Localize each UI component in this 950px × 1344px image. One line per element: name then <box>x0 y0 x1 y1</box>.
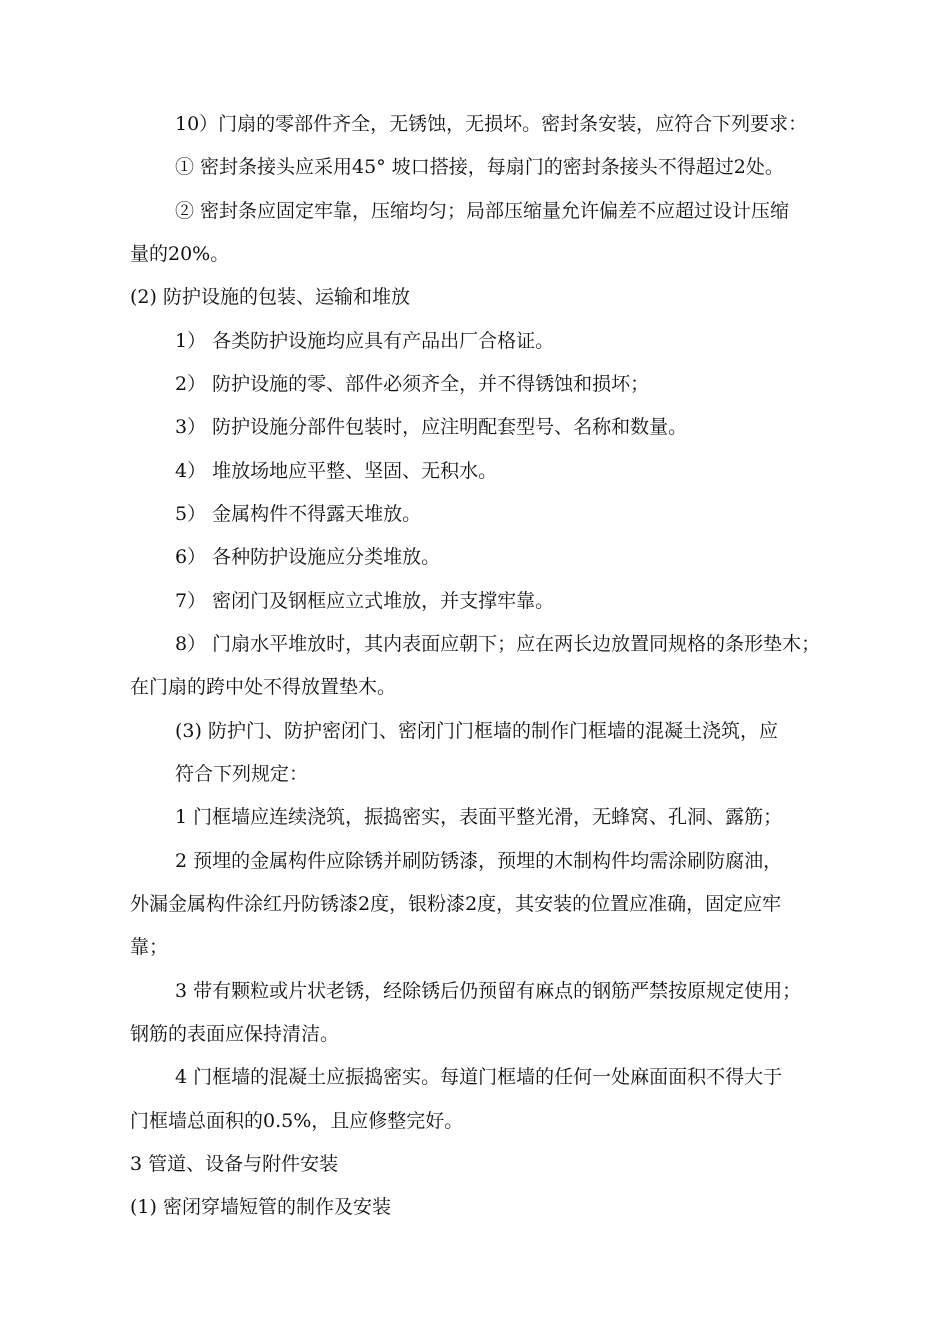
text-line: ① 密封条接头应采用45° 坡口搭接，每扇门的密封条接头不得超过2处。 <box>175 156 784 178</box>
section-heading: (3) 防护门、防护密闭门、密闭门门框墙的制作门框墙的混凝土浇筑，应 <box>175 720 778 742</box>
section-heading: (2) 防护设施的包装、运输和堆放 <box>130 286 410 308</box>
list-item: 8） 门扇水平堆放时，其内表面应朝下；应在两长边放置同规格的条形垫木； <box>175 633 821 655</box>
list-item: 3 带有颗粒或片状老锈，经除锈后仍预留有麻点的钢筋严禁按原规定使用； <box>175 980 802 1002</box>
section-heading: (1) 密闭穿墙短管的制作及安装 <box>130 1196 391 1218</box>
text-line: 10）门扇的零部件齐全，无锈蚀，无损坏。密封条安装，应符合下列要求： <box>175 113 808 135</box>
list-item: 6） 各种防护设施应分类堆放。 <box>175 546 441 568</box>
list-item: 7） 密闭门及钢框应立式堆放，并支撑牢靠。 <box>175 590 555 612</box>
text-line: ② 密封条应固定牢靠，压缩均匀；局部压缩量允许偏差不应超过设计压缩 <box>175 200 790 222</box>
text-line: 门框墙总面积的0.5%，且应修整完好。 <box>130 1110 464 1132</box>
text-line: 量的20%。 <box>130 243 230 265</box>
text-line: 符合下列规定： <box>175 763 309 785</box>
list-item: 2） 防护设施的零、部件必须齐全，并不得锈蚀和损坏； <box>175 373 650 395</box>
list-item: 1 门框墙应连续浇筑，振捣密实，表面平整光滑，无蜂窝、孔洞、露筋； <box>175 806 783 828</box>
text-line: 外漏金属构件涂红丹防锈漆2度，银粉漆2度，其安装的位置应准确，固定应牢 <box>130 893 782 915</box>
text-line: 在门扇的跨中处不得放置垫木。 <box>130 676 397 698</box>
list-item: 3） 防护设施分部件包装时，应注明配套型号、名称和数量。 <box>175 416 688 438</box>
list-item: 1） 各类防护设施均应具有产品出厂合格证。 <box>175 330 555 352</box>
text-line: 钢筋的表面应保持清洁。 <box>130 1023 340 1045</box>
section-heading: 3 管道、设备与附件安装 <box>130 1153 339 1175</box>
list-item: 4 门框墙的混凝土应振捣密实。每道门框墙的任何一处麻面面积不得大于 <box>175 1066 783 1088</box>
list-item: 4） 堆放场地应平整、坚固、无积水。 <box>175 460 498 482</box>
list-item: 5） 金属构件不得露天堆放。 <box>175 503 422 525</box>
text-line: 靠； <box>130 936 169 958</box>
list-item: 2 预埋的金属构件应除锈并刷防锈漆，预埋的木制构件均需涂刷防腐油， <box>175 850 783 872</box>
